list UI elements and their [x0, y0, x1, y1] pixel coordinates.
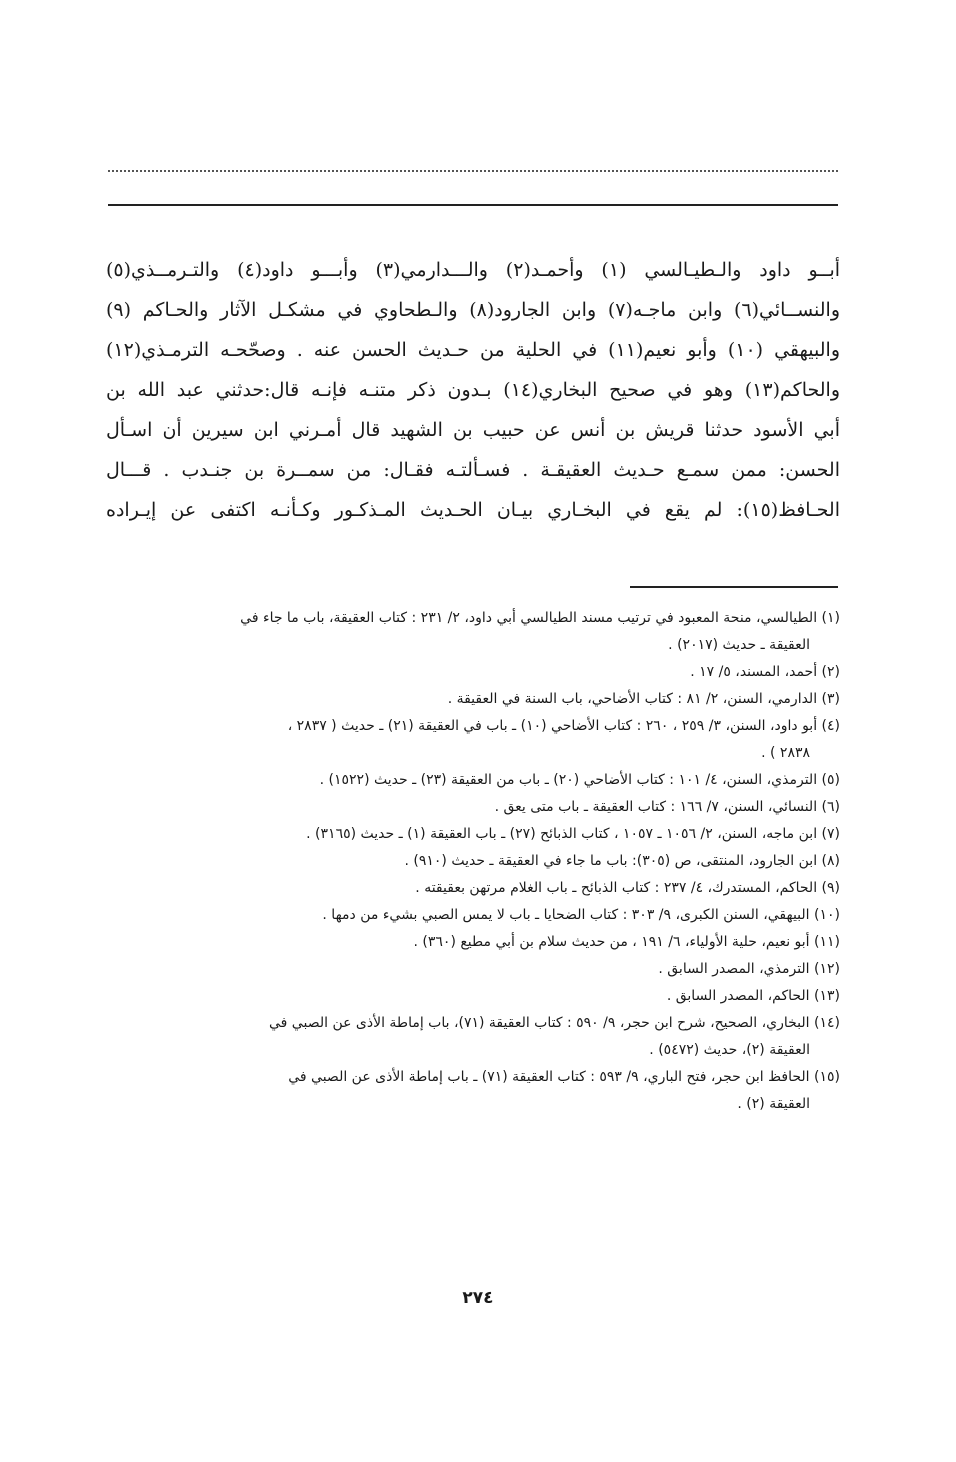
footnote-line: (٨) ابن الجارود، المنتقى، ص (٣٠٥): باب ما جاء في العقيقة ـ حديث (٩١٠) . [404, 853, 840, 869]
footnote-1 [106, 605, 840, 659]
footnote-5 [106, 767, 840, 794]
main-text-line: أبي الأسود حدثنا قريش بن أنس عن حبيب بن الشهيد قال أمـرني ابن سيرين أن اسـأل [106, 419, 840, 441]
footnote-9 [106, 875, 840, 902]
footnote-13 [106, 983, 840, 1010]
footnote-line: (٧) ابن ماجه، السنن، ٢/ ١٠٥٦ ـ ١٠٥٧ ، كتاب الذبائح (٢٧) ـ باب العقيقة (١) ـ حديث (٣١٦٥) . [306, 826, 840, 842]
footnote-7 [106, 821, 840, 848]
footnote-8 [106, 848, 840, 875]
footnote-line: العقيقة ـ حديث (٢٠١٧) . [668, 637, 810, 653]
footnote-6 [106, 794, 840, 821]
footnote-line: (١١) أبو نعيم، حلية الأولياء، ٦/ ١٩١ ، من حديث سلام بن أبي مطيع (٣٦٠) . [413, 934, 840, 950]
page-number: ٢٧٤ [462, 1288, 494, 1308]
main-text-line: والحاكم(١٣) وهو في صحيح البخاري(١٤) بـدون ذكر متنـه فإنـه قال:حدثني عبد الله بن [106, 379, 840, 401]
footnote-separator [630, 586, 838, 588]
footnote-11 [106, 929, 840, 956]
footnote-10 [106, 902, 840, 929]
footnote-3 [106, 686, 840, 713]
footnote-line: (٤) أبو داود، السنن، ٣/ ٢٥٩ ، ٢٦٠ : كتاب الأضاحي (١٠) ـ باب في العقيقة (٢١) ـ حديث ( ٢٨٣٧ ، [287, 718, 840, 734]
footnote-2 [106, 659, 840, 686]
footnote-line: (٦) النسائي، السنن، ٧/ ١٦٦ : كتاب العقيقة ـ باب متى يعق . [494, 799, 840, 815]
footnote-line: (١٠) البيهقي، السنن الكبرى، ٩/ ٣٠٣ : كتاب الضحايا ـ باب لا يمس الصبي بشيء من دمها . [322, 907, 840, 923]
footnote-line: (٥) الترمذي، السنن، ٤/ ١٠١ : كتاب الأضاحي (٢٠) ـ باب من العقيقة (٢٣) ـ حديث (١٥٢٢) . [319, 772, 840, 788]
footnote-line: (٢) أحمد، المسند، ٥/ ١٧ . [690, 664, 840, 680]
main-text-line: الحسن: ممن سمـع حـديث العقيقـة . فسـألتـه فقـال: من سمــرة بن جنـدب . قـــال [106, 459, 840, 481]
main-text-line: والنســائي(٦) وابن ماجـه(٧) وابن الجارود(٨) والـطحاوي في مشكـل الآثار والحـاكم (٩) [106, 299, 840, 321]
footnote-15 [106, 1064, 840, 1118]
footnote-12 [106, 956, 840, 983]
footnote-line: (١٢) الترمذي، المصدر السابق . [658, 961, 840, 977]
footnote-line: (١) الطيالسي، منحة المعبود في ترتيب مسند الطيالسي أبي داود، ٢/ ٢٣١ : كتاب العقيقة، باب ما جاء في [240, 610, 840, 626]
footnote-line: العقيقة (٢)، حديث (٥٤٧٢) . [649, 1042, 810, 1058]
footnote-14 [106, 1010, 840, 1064]
main-text [106, 250, 840, 530]
footnote-line: العقيقة (٢) . [737, 1096, 810, 1112]
main-text-line: والبيهقي (١٠) وأبو نعيم(١١) في الحلية من حـديث الحسن عنه . وصحّحـه الترمـذي(١٢) [106, 339, 840, 361]
footnotes [106, 605, 840, 1118]
main-text-line: الحـافظ(١٥): لم يقع في البخـاري بيـان الحـديث المـذكـور وكـأنـه اكتفى عن إيـراده [106, 499, 840, 521]
footnote-4 [106, 713, 840, 767]
header-solid-rule [108, 204, 838, 206]
header-dotted-rule [108, 170, 838, 172]
footnote-line: (٣) الدارمي، السنن، ٢/ ٨١ : كتاب الأضاحي، باب السنة في العقيقة . [447, 691, 840, 707]
footnote-line: ٢٨٣٨ ) . [761, 745, 810, 761]
footnote-line: (١٣) الحاكم، المصدر السابق . [666, 988, 840, 1004]
footnote-line: (١٥) الحافظ ابن حجر، فتح الباري، ٩/ ٥٩٣ : كتاب العقيقة (٧١) ـ باب إماطة الأذى عن الصبي في [288, 1069, 840, 1085]
footnote-line: (٩) الحاكم، المستدرك، ٤/ ٢٣٧ : كتاب الذبائح ـ باب الغلام مرتهن بعقيقته . [415, 880, 840, 896]
footnote-line: (١٤) البخاري، الصحيح، شرح ابن حجر، ٩/ ٥٩٠ : كتاب العقيقة (٧١)، باب إماطة الأذى عن الصبي في [269, 1015, 840, 1031]
main-text-line: أبــو داود والـطيـالسي (١) وأحمـد(٢) والـــدارمي(٣) وأبـــو داود(٤) والتـرمــذي(٥) [106, 259, 841, 281]
